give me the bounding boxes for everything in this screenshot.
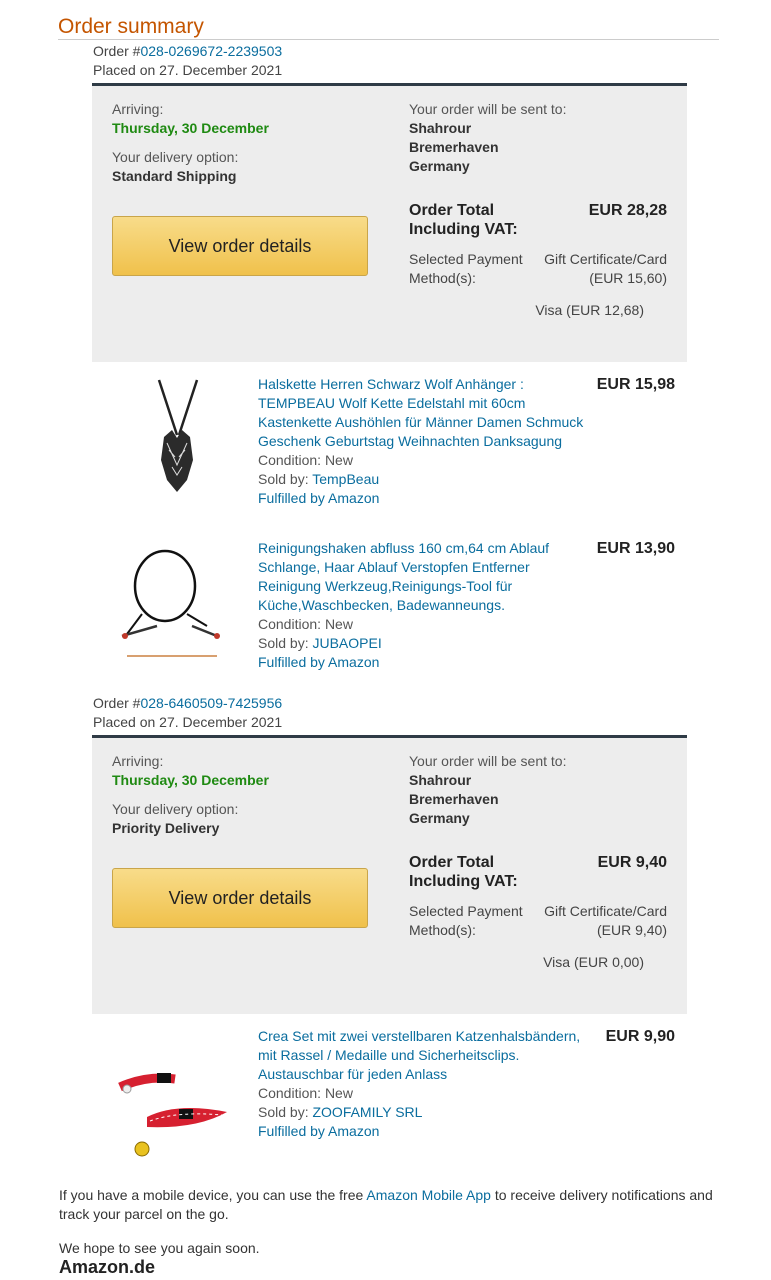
payment-card: Gift Certificate/Card <box>544 903 667 919</box>
order-total-label: Order Total Including VAT: <box>409 854 518 890</box>
delivery-info <box>112 752 382 838</box>
shipping-info <box>409 752 667 970</box>
order-meta-1 <box>93 42 282 80</box>
sent-to-label: Your order will be sent to: <box>409 101 567 117</box>
fulfilled-by <box>258 1122 593 1141</box>
order-box-2 <box>92 735 687 1014</box>
order-number-link[interactable]: 028-6460509-7425956 <box>140 695 283 711</box>
drain-snake-image[interactable] <box>117 544 227 674</box>
arriving-date: Thursday, 30 December <box>112 772 269 788</box>
summary-header <box>58 14 719 40</box>
seller-link[interactable]: TempBeau <box>312 471 380 487</box>
item-info <box>258 539 593 672</box>
address-country: Germany <box>409 810 470 826</box>
item-info <box>258 375 593 508</box>
item-title-link[interactable]: Crea Set mit zwei verstellbaren Katzenhalsbändern, mit Rassel / Medaille und Sicherheitsclips. Austauschbar für jeden Anlass <box>258 1028 581 1082</box>
delivery-option-label: Your delivery option: <box>112 149 239 165</box>
order-number-line: Order #028-6460509-7425956 <box>93 695 283 711</box>
seller-link[interactable]: JUBAOPEI <box>312 635 382 651</box>
order-number-line: Order #028-0269672-2239503 <box>93 43 283 59</box>
fulfilled-link[interactable]: Fulfilled by Amazon <box>258 654 380 670</box>
fulfilled-link[interactable]: Fulfilled by Amazon <box>258 490 380 506</box>
address-city: Bremerhaven <box>409 139 499 155</box>
delivery-option-value: Standard Shipping <box>112 168 237 184</box>
payment-visa: Visa (EUR 12,68) <box>535 302 644 318</box>
item-seller: Sold by: TempBeau <box>258 471 380 487</box>
order-total-value: EUR 9,40 <box>597 854 667 871</box>
mobile-app-link[interactable]: Amazon Mobile App <box>366 1187 491 1203</box>
cat-collars-image[interactable] <box>117 1057 227 1187</box>
delivery-option-label: Your delivery option: <box>112 801 239 817</box>
arriving-date: Thursday, 30 December <box>112 120 269 136</box>
order-item <box>92 1027 687 1162</box>
payment-card: Gift Certificate/Card <box>544 251 667 267</box>
order-placed-date: Placed on 27. December 2021 <box>93 62 283 78</box>
order-total-label: Order Total Including VAT: <box>409 202 518 238</box>
order-meta-2 <box>93 694 282 732</box>
payment-card-amount: (EUR 9,40) <box>596 922 667 938</box>
payment-method-label: Selected Payment Method(s): <box>409 903 523 938</box>
delivery-option-value: Priority Delivery <box>112 820 220 836</box>
fulfilled-by <box>258 489 593 508</box>
mobile-app-notice: If you have a mobile device, you can use the free Amazon Mobile App to receive delivery notifications and track your parcel on the go. <box>59 1187 713 1222</box>
order-total-value: EUR 28,28 <box>588 202 667 219</box>
arriving-label: Arriving: <box>112 101 164 117</box>
view-order-details-button[interactable]: View order details <box>112 216 368 276</box>
view-order-details-button[interactable]: View order details <box>112 868 368 928</box>
payment-card-amount: (EUR 15,60) <box>589 270 667 286</box>
address-name: Shahrour <box>409 772 472 788</box>
shipping-info <box>409 100 667 318</box>
item-seller: Sold by: JUBAOPEI <box>258 635 382 651</box>
order-box-1 <box>92 83 687 362</box>
page-title: Order summary <box>58 15 204 38</box>
item-price: EUR 15,98 <box>596 376 675 393</box>
sent-to-label: Your order will be sent to: <box>409 753 567 769</box>
item-condition: Condition: New <box>258 1085 353 1101</box>
item-condition: Condition: New <box>258 616 353 632</box>
seller-link[interactable]: ZOOFAMILY SRL <box>312 1104 423 1120</box>
address-name: Shahrour <box>409 120 472 136</box>
order-placed-date: Placed on 27. December 2021 <box>93 714 283 730</box>
order-item <box>92 375 687 510</box>
arriving-label: Arriving: <box>112 753 164 769</box>
item-price: EUR 13,90 <box>596 540 675 557</box>
order-number-link[interactable]: 028-0269672-2239503 <box>140 43 283 59</box>
item-seller: Sold by: ZOOFAMILY SRL <box>258 1104 423 1120</box>
address-country: Germany <box>409 158 470 174</box>
item-info <box>258 1027 593 1141</box>
item-condition: Condition: New <box>258 452 353 468</box>
address-city: Bremerhaven <box>409 791 499 807</box>
item-price: EUR 9,90 <box>605 1028 675 1045</box>
item-title-link[interactable]: Reinigungshaken abfluss 160 cm,64 cm Ablauf Schlange, Haar Ablauf Verstopfen Entferner Reinigung Werkzeug,Reinigungs-Tool für Küche,Waschbecken, Badewanneungs. <box>258 540 550 613</box>
fulfilled-by <box>258 653 593 672</box>
goodbye-text: We hope to see you again soon. <box>59 1240 260 1256</box>
item-title-link[interactable]: Halskette Herren Schwarz Wolf Anhänger : TEMPBEAU Wolf Kette Edelstahl mit 60cm Kastenkette Aushöhlen für Männer Damen Schmuck Geschenk Geburtstag Weihnachten Danksagung <box>258 376 584 449</box>
brand-signature: Amazon.de <box>59 1257 156 1277</box>
order-item <box>92 539 687 674</box>
payment-visa: Visa (EUR 0,00) <box>543 954 644 970</box>
delivery-info <box>112 100 382 186</box>
wolf-pendant-image[interactable] <box>117 375 227 505</box>
payment-method-label: Selected Payment Method(s): <box>409 251 523 286</box>
fulfilled-link[interactable]: Fulfilled by Amazon <box>258 1123 380 1139</box>
